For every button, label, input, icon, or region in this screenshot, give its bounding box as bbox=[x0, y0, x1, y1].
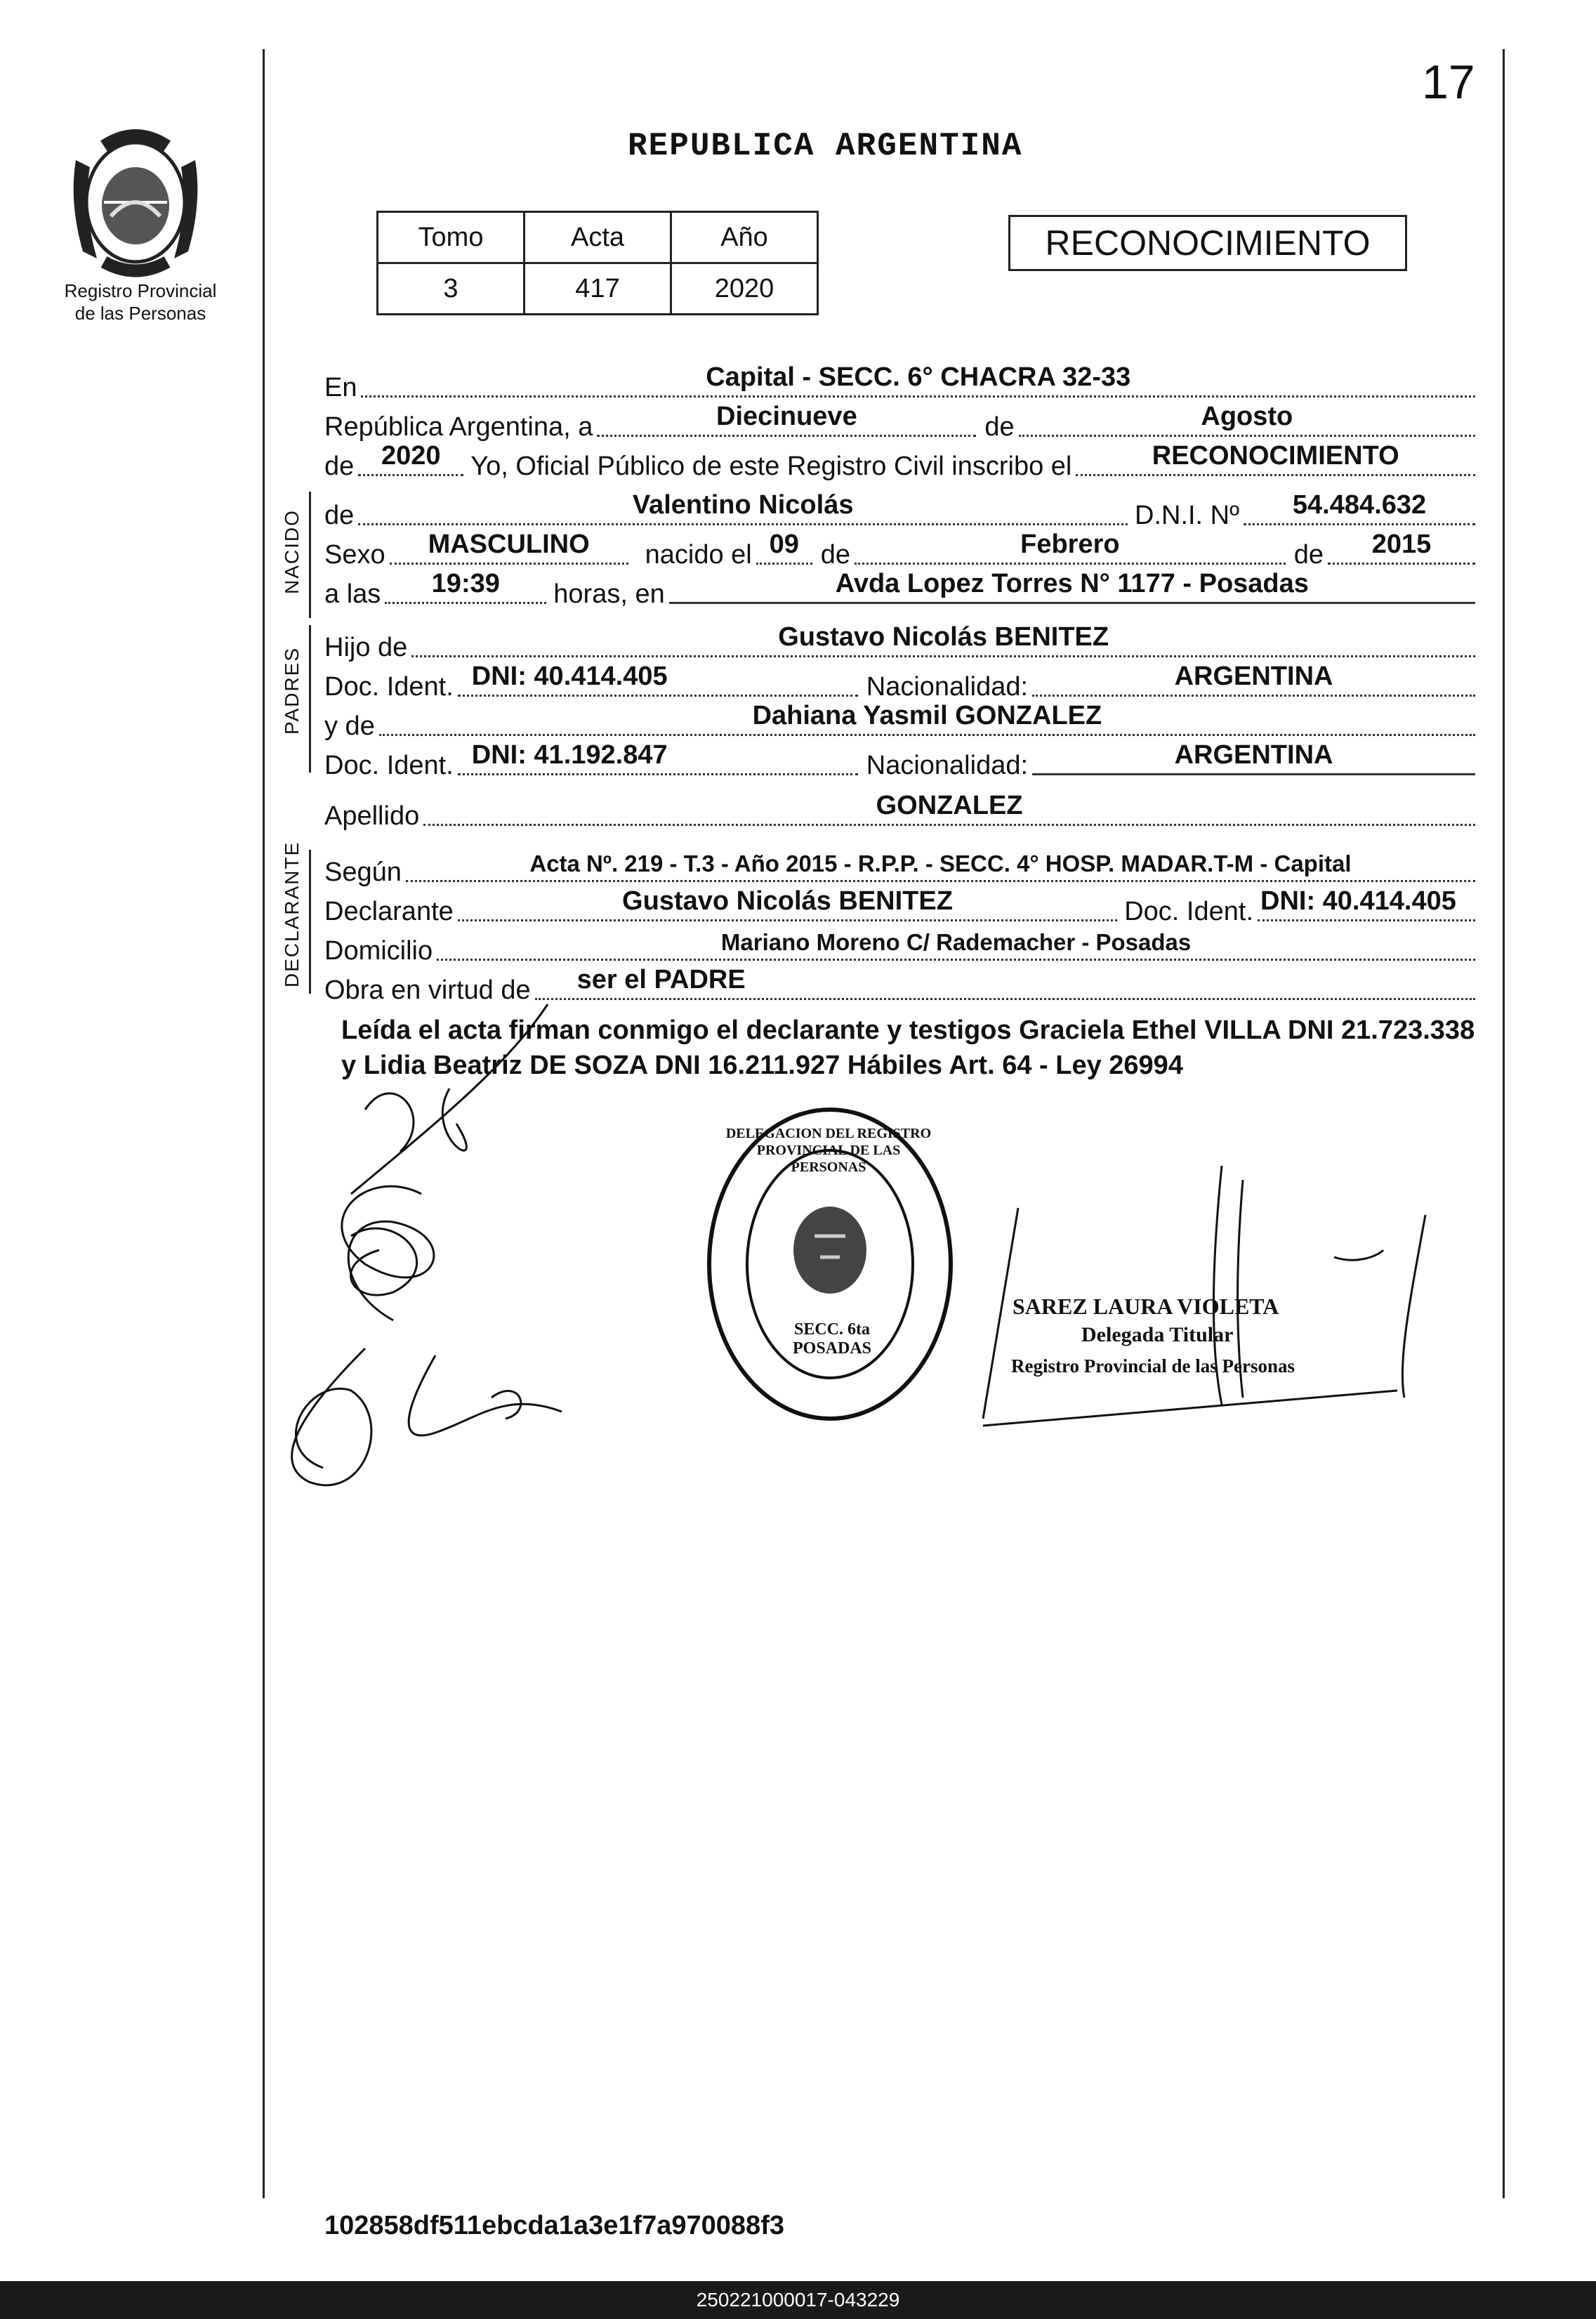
madre-value: Dahiana Yasmil GONZALEZ bbox=[752, 701, 1102, 730]
madre-doc-label: Doc. Ident. bbox=[324, 751, 454, 780]
hijo-de-label: Hijo de bbox=[324, 633, 408, 662]
apellido-value: GONZALEZ bbox=[876, 791, 1023, 820]
en-label: En bbox=[324, 373, 357, 402]
witness-signature-top bbox=[351, 1004, 548, 1194]
page-number: 17 bbox=[1422, 55, 1475, 109]
a-las-label: a las bbox=[324, 579, 381, 609]
padre-doc-value: DNI: 40.414.405 bbox=[471, 662, 668, 691]
footer-code-bar bbox=[0, 2281, 1596, 2319]
madre-doc-value: DNI: 41.192.847 bbox=[471, 740, 668, 770]
sexo-value: MASCULINO bbox=[428, 530, 590, 559]
republica-label: República Argentina, a bbox=[324, 412, 593, 442]
birth-day-value: 09 bbox=[769, 530, 799, 559]
apellido-label: Apellido bbox=[324, 801, 420, 831]
month-value: Agosto bbox=[1201, 402, 1293, 431]
decl-doc-value: DNI: 40.414.405 bbox=[1260, 886, 1456, 916]
padre-nac-value: ARGENTINA bbox=[1174, 662, 1333, 691]
segun-label: Según bbox=[324, 858, 402, 887]
footer-code: 250221000017-043229 bbox=[696, 2289, 900, 2311]
birth-month-value: Febrero bbox=[1020, 530, 1120, 559]
birth-year-value: 2015 bbox=[1371, 530, 1432, 559]
hora-value: 19:39 bbox=[431, 569, 500, 598]
madre-nac-label: Nacionalidad: bbox=[866, 751, 1029, 780]
sexo-label: Sexo bbox=[324, 540, 385, 570]
decl-doc-label: Doc. Ident. bbox=[1124, 897, 1253, 926]
witness-signature-bottom bbox=[292, 1348, 562, 1485]
closing-statement: Leída el acta firman conmigo el declarante y testigos Graciela Ethel VILLA DNI 21.723.338 y Lidia Beatriz DE SOZA DNI 16.211.927 Hábiles Art. 64 - Ley 26994 bbox=[341, 1016, 1475, 1080]
document-hash: 102858df511ebcda1a3e1f7a970088f3 bbox=[324, 2211, 784, 2240]
year-value: 2020 bbox=[381, 441, 441, 471]
de-birth-year-label: de bbox=[1293, 540, 1324, 570]
witness-signature-middle bbox=[342, 1186, 434, 1320]
inscribo-value: RECONOCIMIENTO bbox=[1152, 441, 1399, 471]
official-office: Registro Provincial de las Personas bbox=[1011, 1355, 1295, 1377]
segun-value: Acta Nº. 219 - T.3 - Año 2015 - R.P.P. - SECC. 4° HOSP. MADAR.T-M - Capital bbox=[529, 850, 1352, 876]
padre-value: Gustavo Nicolás BENITEZ bbox=[778, 622, 1109, 652]
horas-en-label: horas, en bbox=[553, 579, 665, 609]
domicilio-value: Mariano Moreno C/ Rademacher - Posadas bbox=[720, 929, 1192, 955]
dni-label: D.N.I. Nº bbox=[1135, 501, 1239, 530]
stamp-inner-text: SECC. 6ta POSADAS bbox=[792, 1320, 872, 1358]
ref-header-anio: Año bbox=[671, 212, 818, 263]
ref-value-anio: 2020 bbox=[671, 263, 818, 315]
en-value: Capital - SECC. 6° CHACRA 32-33 bbox=[706, 362, 1131, 392]
page-title: REPUBLICA ARGENTINA bbox=[628, 128, 1023, 164]
declarante-label: Declarante bbox=[324, 897, 454, 926]
y-de-label: y de bbox=[324, 711, 375, 741]
ref-header-tomo: Tomo bbox=[378, 212, 525, 263]
declarante-value: Gustavo Nicolás BENITEZ bbox=[622, 886, 953, 916]
act-type-box: RECONOCIMIENTO bbox=[1008, 215, 1407, 271]
padre-doc-label: Doc. Ident. bbox=[324, 672, 454, 702]
stamp-ring-text: DELEGACION DEL REGISTRO PROVINCIAL DE LAS PERSONAS bbox=[725, 1126, 932, 1175]
lugar-value: Avda Lopez Torres N° 1177 - Posadas bbox=[835, 569, 1309, 598]
de-birth-label: de bbox=[820, 540, 851, 570]
dni-value: 54.484.632 bbox=[1292, 490, 1427, 520]
nacido-el-label: nacido el bbox=[645, 540, 752, 570]
official-role: Delegada Titular bbox=[1081, 1323, 1234, 1346]
ref-value-acta: 417 bbox=[525, 263, 671, 315]
declarante-side-label: DECLARANTE bbox=[281, 841, 303, 987]
yo-text: Yo, Oficial Público de este Registro Civil inscribo el bbox=[470, 452, 1072, 481]
ref-value-tomo: 3 bbox=[378, 263, 525, 315]
registry-caption-line2: de las Personas bbox=[74, 303, 206, 324]
padre-nac-label: Nacionalidad: bbox=[866, 672, 1029, 702]
nacido-side-label: NACIDO bbox=[281, 509, 303, 594]
day-value: Diecinueve bbox=[716, 402, 857, 431]
de-year-label: de bbox=[324, 452, 355, 481]
domicilio-label: Domicilio bbox=[324, 936, 433, 966]
official-name: SAREZ LAURA VIOLETA bbox=[1013, 1294, 1279, 1319]
padres-side-label: PADRES bbox=[281, 646, 303, 735]
registry-caption-line1: Registro Provincial bbox=[64, 280, 217, 301]
obra-value: ser el PADRE bbox=[576, 965, 746, 994]
ref-header-acta: Acta bbox=[525, 212, 671, 263]
madre-nac-value: ARGENTINA bbox=[1174, 740, 1333, 770]
obra-label: Obra en virtud de bbox=[324, 975, 531, 1005]
nombre-value: Valentino Nicolás bbox=[632, 490, 854, 520]
de-label: de bbox=[984, 412, 1015, 442]
de-nombre-label: de bbox=[324, 501, 355, 530]
